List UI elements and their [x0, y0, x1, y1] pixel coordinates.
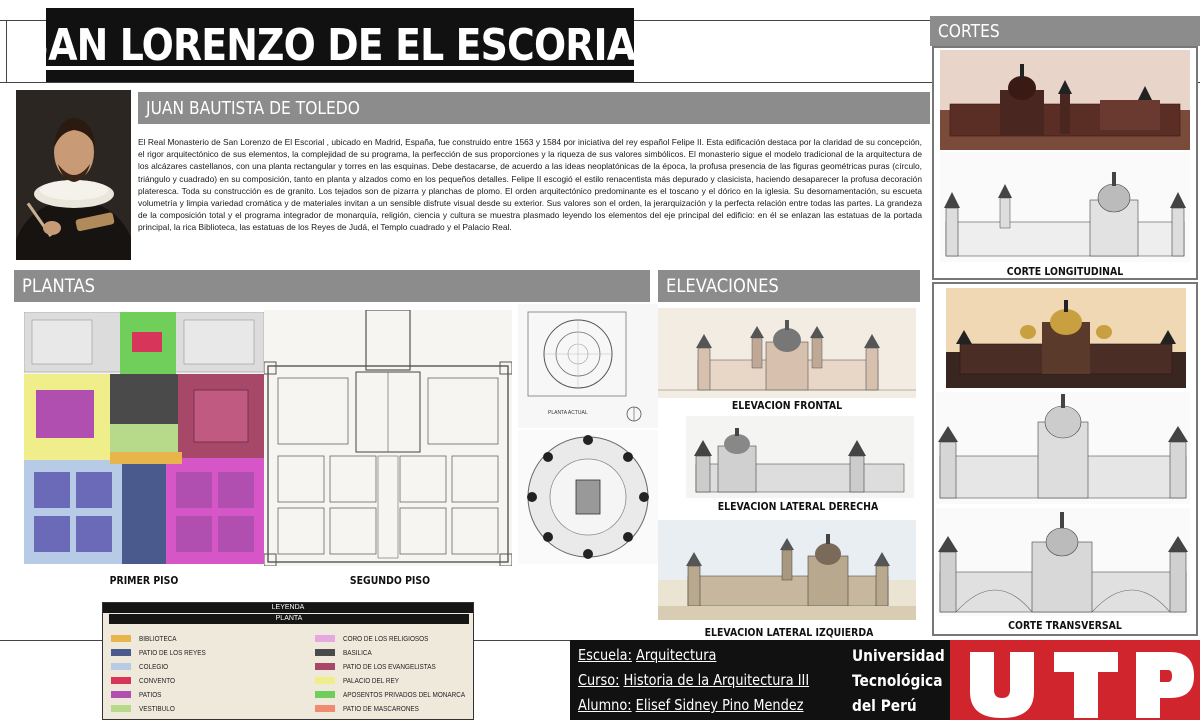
legend-label: PATIO DE MASCARONES [343, 703, 419, 713]
elevaciones-heading: ELEVACIONES [666, 275, 779, 297]
caption-corte-longitudinal: CORTE LONGITUDINAL [1006, 265, 1124, 278]
university-name [840, 640, 950, 720]
legend-label: PATIO DE LOS EVANGELISTAS [343, 661, 436, 671]
university-line-3: del Perú [852, 696, 917, 715]
architect-portrait [16, 90, 131, 260]
legend-item [315, 689, 487, 699]
corte-transversal-drawing-image-1 [936, 392, 1190, 504]
legend-swatch [315, 649, 335, 656]
elevation-frontal-image [658, 308, 916, 398]
caption-corte-transversal: CORTE TRANSVERSAL [1008, 619, 1122, 632]
cortes-heading: CORTES [938, 20, 1000, 42]
legend-swatch [315, 705, 335, 712]
corte-longitudinal-drawing-image [940, 152, 1190, 262]
legend-subtitle: PLANTA [109, 614, 469, 624]
corte-longitudinal-color-image [940, 50, 1190, 150]
legend-swatch [315, 677, 335, 684]
architect-heading-bar [138, 92, 930, 124]
caption-planta-actual: PLANTA ACTUAL [548, 410, 588, 416]
legend-item [111, 633, 183, 643]
architect-bio: El Real Monasterio de San Lorenzo de El Escorial , ubicado en Madrid, España, fue construido entre 1563 y 1584 por iniciativa del rey español Felipe II. Esta edificación destaca por la claridad de su concepción, el rigor arquitectónico de sus elementos, la complejidad de su programa, la perfección de sus proporciones y la riqueza de sus valores simbólicos. El monasterio sigue el modelo tradicional de la arquitectura de los alcázares castellanos, con una planta rectangular y torres en las esquinas. Debe destacarse, de acuerdo a las ideas neoplatónicas de la época, la profusa presencia de las figuras geométricas puras (círculo, triángulo y cuadrado) en su composición, tanto en planta y alzados como en los pequeños detalles. Felipe II escogió el estilo renacentista más depurado y clasicista, haciendo desaparecer la profusa decoración plateresca. Toda su construcción es de granito. Los tejados son de pizarra y planchas de plomo. El orden arquitectónico predominante es el toscano y el dórico en la iglesia. Su desornamentación, su escueta volumetría y limpia variedad cromática y de materiales invitan a un sensible disfrute visual desde su exterior. Sus valores son el orden, la jerarquización y la perfecta relación entre todas las partes. La grandeza de la composición total y el programa integrador de monarquía, religión, ciencia y cultura se muestra plasmado leyendo los elementos del eje principal del edificio: en él se enlazan las estatuas de la portada principal, la rica Biblioteca, las estatuas de los Reyes de Judá, el Templo cuadrado y el Palacio Real. [138, 137, 922, 233]
legend-label: CONVENTO [139, 675, 176, 685]
caption-elevacion-lateral-izquierda: ELEVACION LATERAL IZQUIERDA [704, 626, 874, 639]
elevation-lateral-izquierda-image [658, 520, 916, 620]
legend-swatch [315, 635, 335, 642]
plan-panteon-image [518, 304, 658, 428]
info-alumno [578, 696, 804, 714]
university-line-2: Tecnológica [852, 671, 943, 690]
caption-elevacion-frontal: ELEVACION FRONTAL [731, 399, 843, 412]
frame-line-left [6, 20, 7, 82]
university-line-1: Universidad [852, 646, 945, 665]
info-escuela-key: Escuela: [578, 646, 632, 664]
plantas-heading-bar [14, 270, 650, 302]
legend-label: BASILICA [343, 647, 372, 657]
legend-item [111, 675, 181, 685]
legend-label: BIBLIOTECA [139, 633, 177, 643]
legend-swatch [111, 691, 131, 698]
plan-cripta-image [518, 430, 658, 564]
info-curso-value: Historia de la Arquitectura III [623, 671, 810, 689]
legend-item [111, 689, 165, 699]
legend-item [315, 675, 409, 685]
legend-item [315, 647, 377, 657]
legend-swatch [315, 663, 335, 670]
legend-item [315, 703, 432, 713]
caption-primer-piso: PRIMER PISO [109, 574, 179, 587]
legend-label: PALACIO DEL REY [343, 675, 399, 685]
corte-transversal-drawing-image-2 [936, 508, 1190, 616]
legend-swatch [111, 677, 131, 684]
legend-title: LEYENDA [103, 603, 473, 613]
info-alumno-value: Elisef Sidney Pino Mendez [635, 696, 804, 714]
legend-label: APOSENTOS PRIVADOS DEL MONARCA [343, 689, 466, 699]
plantas-heading: PLANTAS [22, 275, 96, 297]
architect-heading: JUAN BAUTISTA DE TOLEDO [146, 97, 360, 119]
legend-label: COLEGIO [139, 661, 169, 671]
legend-label: PATIOS [139, 689, 162, 699]
utp-logo-letters [950, 640, 1200, 720]
elevation-lateral-derecha-image [686, 416, 914, 498]
info-escuela [578, 646, 716, 664]
legend-item [111, 703, 181, 713]
legend-item [111, 661, 173, 671]
legend-swatch [111, 649, 131, 656]
plan-segundo-piso-image [264, 310, 512, 566]
legend-item [315, 633, 443, 643]
plan-primer-piso-image [24, 312, 264, 564]
utp-logo [950, 640, 1200, 720]
legend-label: CORO DE LOS RELIGIOSOS [343, 633, 429, 643]
legend-label: PATIO DE LOS REYES [139, 647, 206, 657]
info-curso-key: Curso: [578, 671, 620, 689]
info-escuela-value: Arquitectura [636, 646, 717, 664]
page-title: SAN LORENZO DE EL ESCORIAL [21, 19, 659, 71]
legend-item [315, 661, 452, 671]
cortes-heading-bar [930, 16, 1200, 46]
legend-item [111, 647, 218, 657]
legend-label: VESTIBULO [139, 703, 175, 713]
caption-elevacion-lateral-derecha: ELEVACION LATERAL DERECHA [717, 500, 879, 513]
legend-swatch [315, 691, 335, 698]
legend-swatch [111, 663, 131, 670]
info-alumno-key: Alumno: [578, 696, 632, 714]
course-info-panel [570, 640, 840, 720]
corte-transversal-color-image [946, 288, 1186, 388]
legend-swatch [111, 705, 131, 712]
legend-panel [102, 602, 474, 720]
info-curso [578, 671, 809, 689]
title-banner [21, 8, 659, 82]
legend-swatch [111, 635, 131, 642]
caption-segundo-piso: SEGUNDO PISO [349, 574, 431, 587]
elevaciones-heading-bar [658, 270, 920, 302]
